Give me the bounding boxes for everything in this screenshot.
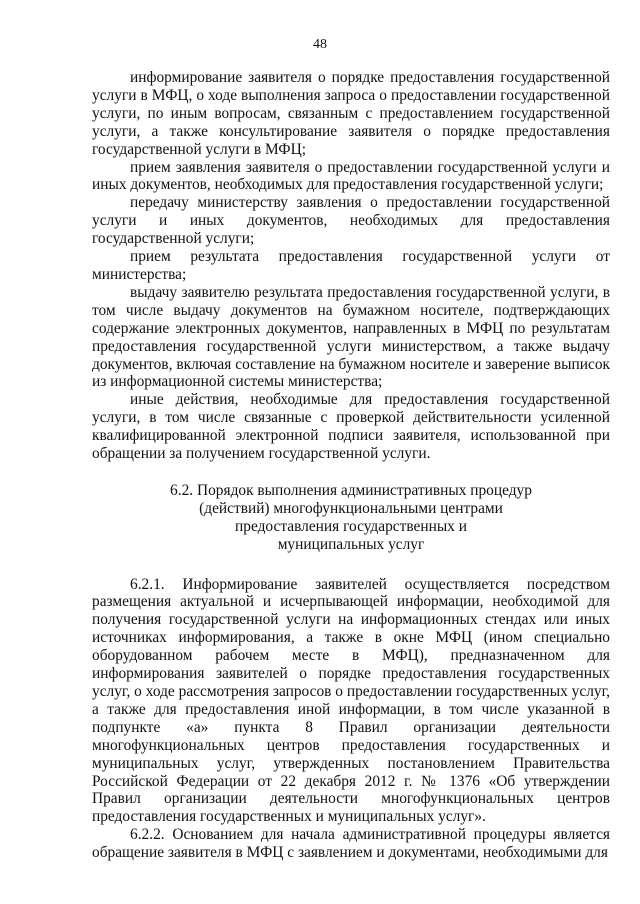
heading-line: (действий) многофункциональными центрами [199,499,503,517]
heading-line: муниципальных услуг [277,535,425,553]
heading-line: 6.2. Порядок выполнения административных процедур [170,481,532,499]
paragraph: прием результата предоставления государственной услуги от министерства; [92,248,610,283]
paragraph: прием заявления заявителя о предоставлении государственной услуги и иных документов, необходимых для предоставления государственной услуги; [92,158,610,194]
heading-line: предоставления государственных и [235,517,467,535]
document-body [92,69,610,862]
paragraph-6-2-1: 6.2.1. Информирование заявителей осуществляется посредством размещения актуальной и исчерпывающей информации, необходимой для получения государственной услуги на информационных стендах или иных источниках информирования, а также в окне МФЦ (ином специально оборудованном рабочем месте в МФЦ), предназначенном для информирования заявителей о порядке предоставления государственных услуг, о ходе рассмотрения запросов о предоставлении государственных услуг, а также для предоставления иной информации, в том числе указанной в подпункте «а» пункта 8 Правил организации деятельности многофункциональных центров предоставления государственных и муниципальных услуг, утвержденных постановлением Правительства Российской Федерации от 22 декабря 2012 г. № 1376 «Об утверждении Правил организации деятельности многофункциональных центров предоставления государственных и муниципальных услуг». [92,575,610,826]
paragraph: выдачу заявителю результата предоставления государственной услуги, в том числе выдачу документов на бумажном носителе, подтверждающих содержание электронных документов, направленных в МФЦ по результатам предоставления государственной услуги министерством, а также выдачу документов, включая составление на бумажном носителе и заверение выписок из информационной системы министерства; [92,283,610,391]
paragraph: информирование заявителя о порядке предоставления государственной услуги в МФЦ, о ходе выполнения запроса о предоставлении государственной услуги, по иным вопросам, связанным с предоставлением государственной услуги, а также консультирование заявителя о порядке предоставления государственной услуги в МФЦ; [92,69,610,158]
page-number: 48 [313,37,327,52]
paragraph: передачу министерству заявления о предоставлении государственной услуги и иных документов, необходимых для предоставления государственной услуги; [92,194,610,248]
paragraph-6-2-2: 6.2.2. Основанием для начала административной процедуры является обращение заявителя в МФЦ с заявлением и документами, необходимыми для [92,826,610,862]
section-heading [92,482,610,554]
paragraph: иные действия, необходимые для предоставления государственной услуги, в том числе связанные с проверкой действительности усиленной квалифицированной электронной подписи заявителя, использованной при обращении за получением государственной услуги. [92,391,610,463]
